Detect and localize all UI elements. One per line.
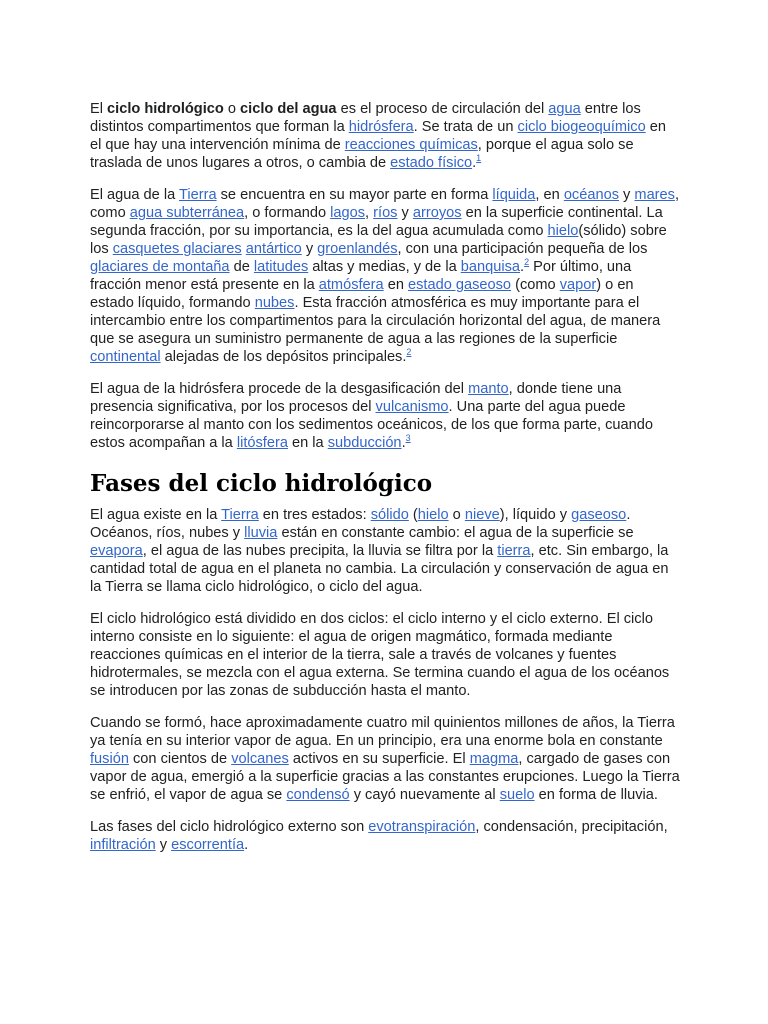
text-run: en la superficie continental. La segunda fracción, por su importancia, es la del agua acumulada como [90,205,663,239]
text-run: ) o en estado líquido, formando [90,277,634,311]
link-escorrentia[interactable]: escorrentía [171,837,245,853]
text-run: y [301,241,318,257]
link-solido[interactable]: sólido [370,507,409,523]
link-reacciones-quimicas[interactable]: reacciones químicas [344,137,478,153]
text-run: altas y medias, y de la [308,259,461,275]
text-run: , o formando [244,205,331,221]
link-tierra[interactable]: Tierra [179,187,217,203]
text-run: o [448,507,465,523]
link-continental[interactable]: continental [90,349,161,365]
link-vulcanismo[interactable]: vulcanismo [375,399,449,415]
text-run: y [619,187,635,203]
text-run: . Se trata de un [413,119,518,135]
reference-superscript [476,153,481,163]
text-run: y cayó nuevamente al [349,787,500,803]
paragraph [90,714,680,804]
text-run: . [520,259,525,275]
intro-section [90,100,680,452]
text-run: . Una parte del agua puede reincorporarse al manto con los sedimentos oceánicos, de los que forma parte, cuando estos acompañan a la [90,399,653,451]
link-estado-fisico[interactable]: estado físico [390,155,473,171]
link-suelo[interactable]: suelo [499,787,535,803]
text-run: en forma de lluvia. [534,787,658,803]
link-rios[interactable]: ríos [373,205,398,221]
text-run: . [244,837,249,853]
text-run: . [472,155,477,171]
text-run: y [397,205,413,221]
text-run: El [90,101,108,117]
text-run: Por último, una fracción menor está presente en la [90,259,632,293]
section-heading: Fases del ciclo hidrológico [90,470,433,497]
text-run: , el agua de las nubes precipita, la lluvia se filtra por la [142,543,498,559]
link-arroyos[interactable]: arroyos [412,205,462,221]
text-run: , donde tiene una presencia significativa, por los procesos del [90,381,622,415]
link-volcanes[interactable]: volcanes [231,751,289,767]
text-run: se encuentra en su mayor parte en forma [216,187,493,203]
link-groenlandes[interactable]: groenlandés [317,241,398,257]
link-manto[interactable]: manto [468,381,509,397]
link-hielo[interactable]: hielo [547,223,579,239]
text-run: y [155,837,172,853]
paragraph [90,380,680,452]
text-run: , etc. Sin embargo, la cantidad total de agua en el planeta no cambia. La circulación y conservación de agua en la Tierra se llama ciclo hidrológico, o ciclo del agua. [90,543,669,595]
text-run: , cargado de gases con vapor de agua, emergió a la superficie gracias a las constantes erupciones. Luego la Tierra se enfrió, el vapor de agua se [90,751,680,803]
link-oceanos[interactable]: océanos [563,187,619,203]
text-run: . Océanos, ríos, nubes y [90,507,631,541]
paragraph [90,186,680,366]
text-run: , en [535,187,564,203]
link-tierra[interactable]: tierra [497,543,531,559]
text-run: . Esta fracción atmosférica es muy importante para el intercambio entre los compartimentos para la circulación horizontal del agua, de manera que se asegura un suministro permanente de agua a las regiones de la superficie [90,295,661,347]
text-run: El agua existe en la [90,507,222,523]
text-run: , condensación, precipitación, [475,819,668,835]
text-run: en tres estados: [258,507,371,523]
link-nieve[interactable]: nieve [464,507,500,523]
link-lluvia[interactable]: lluvia [244,525,278,541]
link-ciclo-biogeoquimico[interactable]: ciclo biogeoquímico [517,119,646,135]
reference-link[interactable]: 1 [476,153,482,164]
text-run: Las fases del ciclo hidrológico externo son [90,819,369,835]
text-run: o [223,101,241,117]
link-infiltracion[interactable]: infiltración [90,837,156,853]
link-hielo[interactable]: hielo [417,507,449,523]
link-evapora[interactable]: evapora [90,543,143,559]
text-run: en la [287,435,328,451]
reference-superscript [406,347,411,357]
text-run: de [229,259,254,275]
text-run: con cientos de [128,751,232,767]
link-tierra[interactable]: Tierra [221,507,259,523]
link-agua[interactable]: agua [548,101,581,117]
link-mares[interactable]: mares [634,187,675,203]
link-hidrosfera[interactable]: hidrósfera [348,119,414,135]
link-fusion[interactable]: fusión [90,751,129,767]
link-casquetes-glaciares[interactable]: casquetes glaciares [112,241,242,257]
text-run: es el proceso de circulación del [336,101,549,117]
reference-link[interactable]: 2 [406,347,412,358]
paragraph [90,610,680,700]
text-run: , con una participación pequeña de los [397,241,648,257]
text-run: Cuando se formó, hace aproximadamente cuatro mil quinientos millones de años, la Tierra ya tenía en su interior vapor de agua. En un principio, era una enorme bola en constante [90,715,675,749]
paragraph [90,100,680,172]
text-run: El ciclo hidrológico está dividido en dos ciclos: el ciclo interno y el ciclo externo. El ciclo interno consiste en lo siguiente: el agua de origen magmático, formada mediante reacciones químicas en el interior de la tierra, sale a través de volcanes y fuentes hidrotermales, se mezcla con el agua externa. Se termina cuando el agua de los océanos se introducen por las zonas de subducción hasta el manto. [90,611,670,699]
reference-link[interactable]: 3 [405,433,411,444]
text-run: en el que hay una intervención mínima de [90,119,667,153]
text-run: ( [408,507,418,523]
link-vapor[interactable]: vapor [559,277,597,293]
bold-term: ciclo hidrológico [107,101,224,117]
link-liquida[interactable]: líquida [492,187,536,203]
link-antartico[interactable]: antártico [245,241,302,257]
reference-link[interactable]: 2 [524,257,530,268]
text-run: , como [90,187,680,221]
link-estado-gaseoso[interactable]: estado gaseoso [408,277,512,293]
text-run: en [383,277,408,293]
text-run: alejadas de los depósitos principales. [160,349,407,365]
phases-section [90,506,680,854]
link-glaciares-de-montana[interactable]: glaciares de montaña [90,259,230,275]
article-body [90,100,680,868]
text-run: El agua de la [90,187,179,203]
text-run: (como [511,277,560,293]
link-magma[interactable]: magma [469,751,519,767]
reference-superscript [406,433,411,443]
link-latitudes[interactable]: latitudes [253,259,309,275]
text-run: (sólido) sobre los [90,223,667,257]
text-run: , porque el agua solo se traslada de unos lugares a otros, o cambia de [90,137,634,171]
text-run: están en constante cambio: el agua de la superficie se [277,525,634,541]
paragraph [90,818,680,854]
text-run: activos en su superficie. El [288,751,470,767]
link-condenso[interactable]: condensó [286,787,350,803]
link-litosfera[interactable]: litósfera [236,435,288,451]
text-run: , [365,205,374,221]
link-atmosfera[interactable]: atmósfera [318,277,384,293]
bold-term: ciclo del agua [240,101,337,117]
link-lagos[interactable]: lagos [330,205,366,221]
link-gaseoso[interactable]: gaseoso [571,507,627,523]
paragraph [90,506,680,596]
link-subduccion[interactable]: subducción [327,435,402,451]
text-run: entre los distintos compartimentos que forman la [90,101,641,135]
link-nubes[interactable]: nubes [254,295,295,311]
text-run: . [401,435,406,451]
link-evotranspiracion[interactable]: evotranspiración [368,819,476,835]
link-banquisa[interactable]: banquisa [460,259,520,275]
text-run: ), líquido y [499,507,572,523]
text-run: El agua de la hidrósfera procede de la desgasificación del [90,381,469,397]
link-agua-subterranea[interactable]: agua subterránea [129,205,245,221]
